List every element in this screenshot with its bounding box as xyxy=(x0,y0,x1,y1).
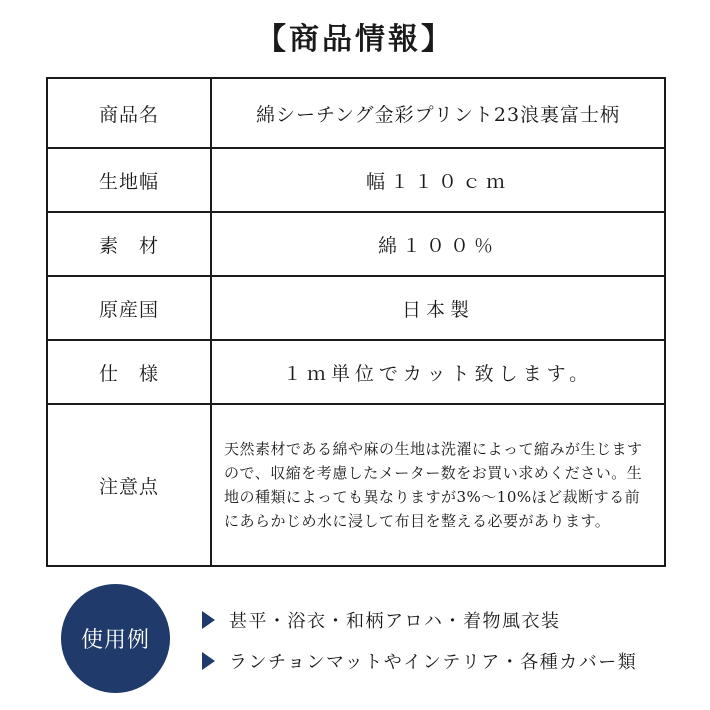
product-info-table xyxy=(46,77,666,567)
row-value-material: 綿１００％ xyxy=(211,212,665,276)
table-row xyxy=(47,212,665,276)
row-label-fabric-width: 生地幅 xyxy=(47,148,211,212)
list-item xyxy=(202,641,702,681)
table-row xyxy=(47,78,665,148)
row-label-caution: 注意点 xyxy=(47,404,211,566)
row-value-origin: 日本製 xyxy=(211,276,665,340)
page-title: 【商品情報】 xyxy=(256,22,454,57)
row-label-specification: 仕 様 xyxy=(47,340,211,404)
row-value-caution: 天然素材である綿や麻の生地は洗濯によって縮みが生じますので、収縮を考慮したメーター数をお買い求めください。生地の種類によっても異なりますが3%〜10%ほど裁断する前にあらかじめ水に浸して布目を整える必要があります。 xyxy=(211,404,665,566)
table-row xyxy=(47,340,665,404)
row-label-origin: 原産国 xyxy=(47,276,211,340)
table-row xyxy=(47,276,665,340)
row-value-fabric-width: 幅１１０ｃｍ xyxy=(211,148,665,212)
row-value-specification: １ｍ単位でカット致します。 xyxy=(211,340,665,404)
row-label-product-name: 商品名 xyxy=(47,78,211,148)
row-value-product-name: 綿シーチング金彩プリント23浪裏富士柄 xyxy=(211,78,665,148)
usage-list xyxy=(202,600,702,681)
table-row xyxy=(47,148,665,212)
row-label-material: 素 材 xyxy=(47,212,211,276)
usage-badge: 使用例 xyxy=(61,584,170,693)
usage-item-text: 甚平・浴衣・和柄アロハ・着物風衣装 xyxy=(229,611,561,632)
list-item xyxy=(202,600,702,640)
table-row xyxy=(47,404,665,566)
usage-item-text: ランチョンマットやインテリア・各種カバー類 xyxy=(229,652,638,673)
triangle-bullet-icon xyxy=(202,611,215,629)
triangle-bullet-icon xyxy=(202,652,215,670)
